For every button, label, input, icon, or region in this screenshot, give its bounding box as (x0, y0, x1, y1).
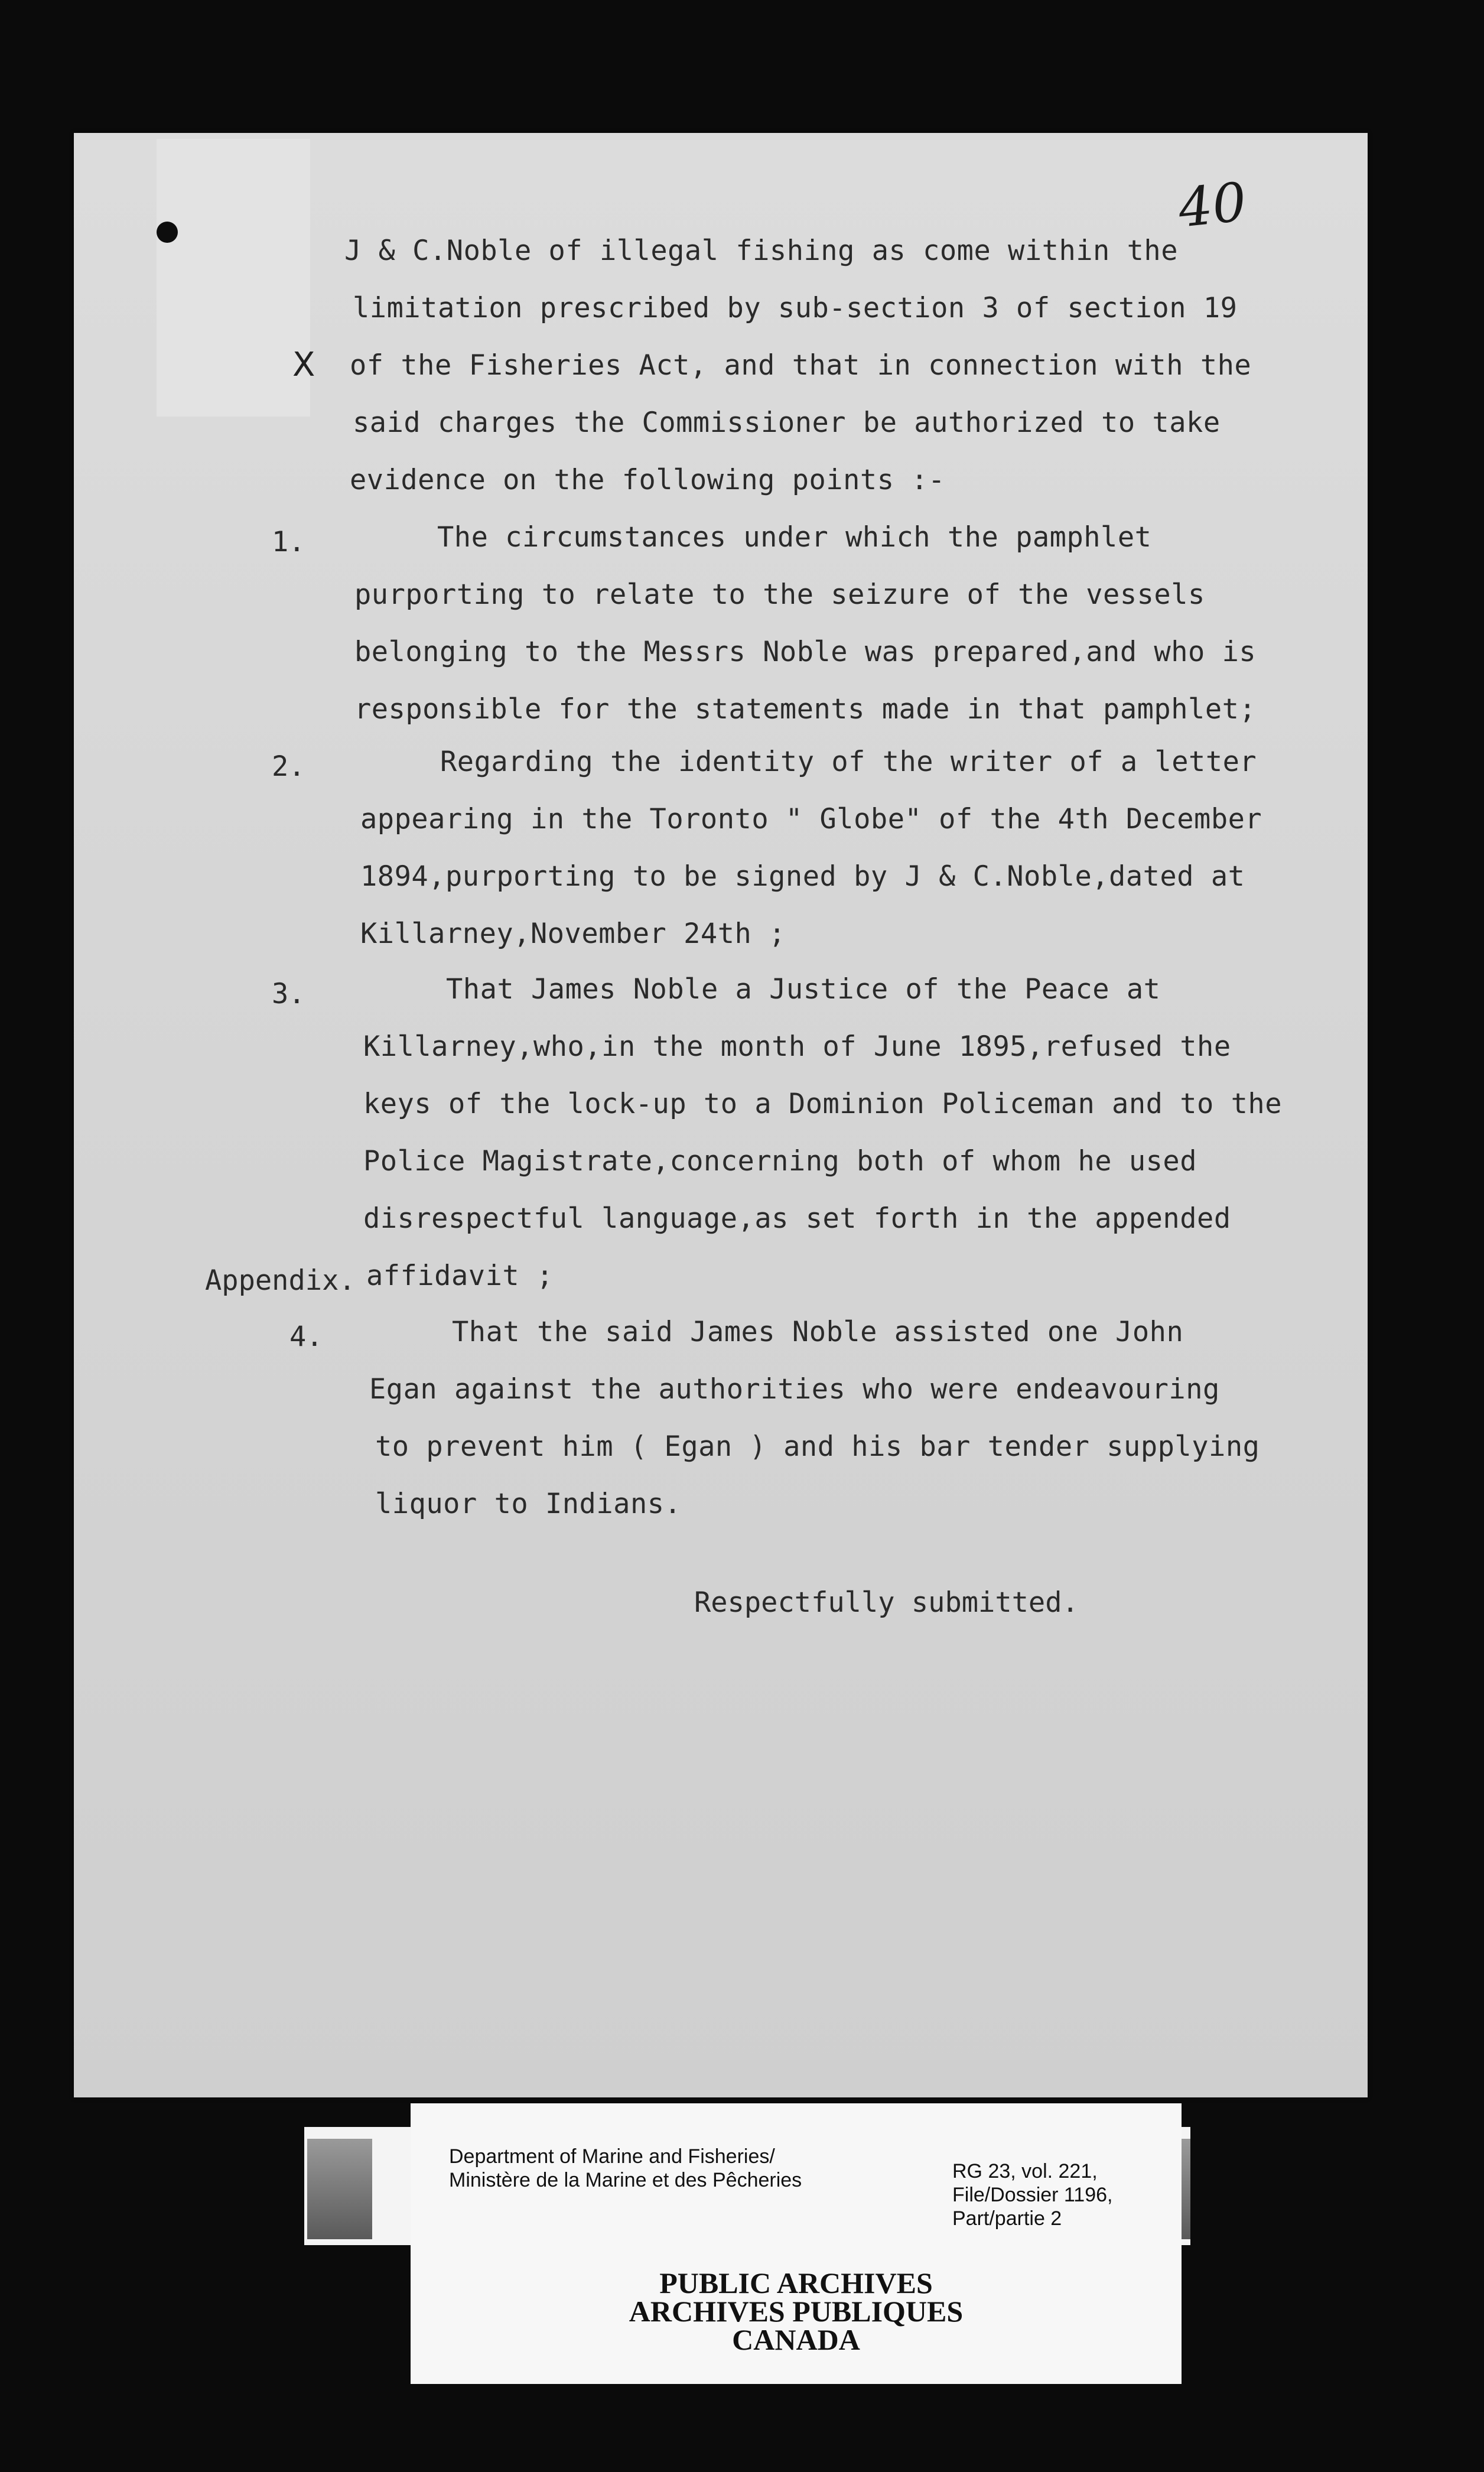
archives-country: CANADA (732, 2323, 860, 2356)
archive-reference (952, 2159, 1113, 2230)
intro-line-1: J & C.Noble of illegal fishing as come within the (344, 235, 1179, 267)
handwritten-page-number: 40 (1175, 171, 1249, 240)
document-page (74, 133, 1368, 2097)
point-4-line-2: Egan against the authorities who were endeavouring (369, 1373, 1220, 1406)
signoff: Respectfully submitted. (694, 1586, 1079, 1619)
appendix-margin-note: Appendix. (205, 1264, 356, 1297)
reference-part: Part/partie 2 (952, 2207, 1062, 2230)
point-3-line-5: disrespectful language,as set forth in the appended (363, 1202, 1231, 1235)
intro-line-5: evidence on the following points :- (350, 464, 945, 496)
point-number-4: 4. (289, 1320, 323, 1353)
point-2-line-2: appearing in the Toronto " Globe" of the 4th December (360, 803, 1262, 835)
archives-fr: ARCHIVES PUBLIQUES (629, 2295, 964, 2328)
point-3-line-4: Police Magistrate,concerning both of whom he used (363, 1145, 1197, 1178)
margin-x-mark: X (292, 346, 315, 384)
point-3-line-3: keys of the lock-up to a Dominion Policeman and to the (363, 1088, 1283, 1120)
point-1-line-3: belonging to the Messrs Noble was prepared,and who is (354, 636, 1257, 668)
archives-en: PUBLIC ARCHIVES (659, 2266, 933, 2299)
point-1-line-1: The circumstances under which the pamphlet (437, 521, 1152, 554)
point-4-line-3: to prevent him ( Egan ) and his bar tender supplying (375, 1430, 1260, 1463)
point-2-line-4: Killarney,November 24th ; (360, 918, 786, 950)
point-3-line-2: Killarney,who,in the month of June 1895,refused the (363, 1030, 1231, 1063)
point-2-line-1: Regarding the identity of the writer of a letter (440, 746, 1257, 778)
reference-file: File/Dossier 1196, (952, 2184, 1113, 2206)
point-1-line-4: responsible for the statements made in that pamphlet; (354, 693, 1257, 726)
point-2-line-3: 1894,purporting to be signed by J & C.Noble,dated at (360, 860, 1245, 893)
department-name (449, 2145, 802, 2192)
point-number-2: 2. (272, 750, 305, 783)
point-4-line-1: That the said James Noble assisted one John (452, 1316, 1184, 1348)
point-number-1: 1. (272, 526, 305, 558)
punch-hole (157, 222, 178, 243)
intro-line-4: said charges the Commissioner be authorized to take (353, 406, 1221, 439)
intro-line-3: of the Fisheries Act, and that in connection with the (350, 349, 1252, 382)
department-fr: Ministère de la Marine et des Pêcheries (449, 2169, 802, 2191)
department-en: Department of Marine and Fisheries/ (449, 2145, 775, 2168)
point-3-line-6: affidavit ; (366, 1260, 554, 1292)
archives-title (411, 2266, 1182, 2356)
intro-line-2: limitation prescribed by sub-section 3 of section 19 (353, 292, 1238, 324)
point-1-line-2: purporting to relate to the seizure of the vessels (354, 578, 1205, 611)
tape-strip (157, 139, 310, 417)
point-3-line-1: That James Noble a Justice of the Peace at (446, 973, 1161, 1006)
reference-volume: RG 23, vol. 221, (952, 2160, 1098, 2182)
left-clip (307, 2139, 372, 2239)
point-number-3: 3. (272, 978, 305, 1010)
point-4-line-4: liquor to Indians. (375, 1488, 682, 1520)
